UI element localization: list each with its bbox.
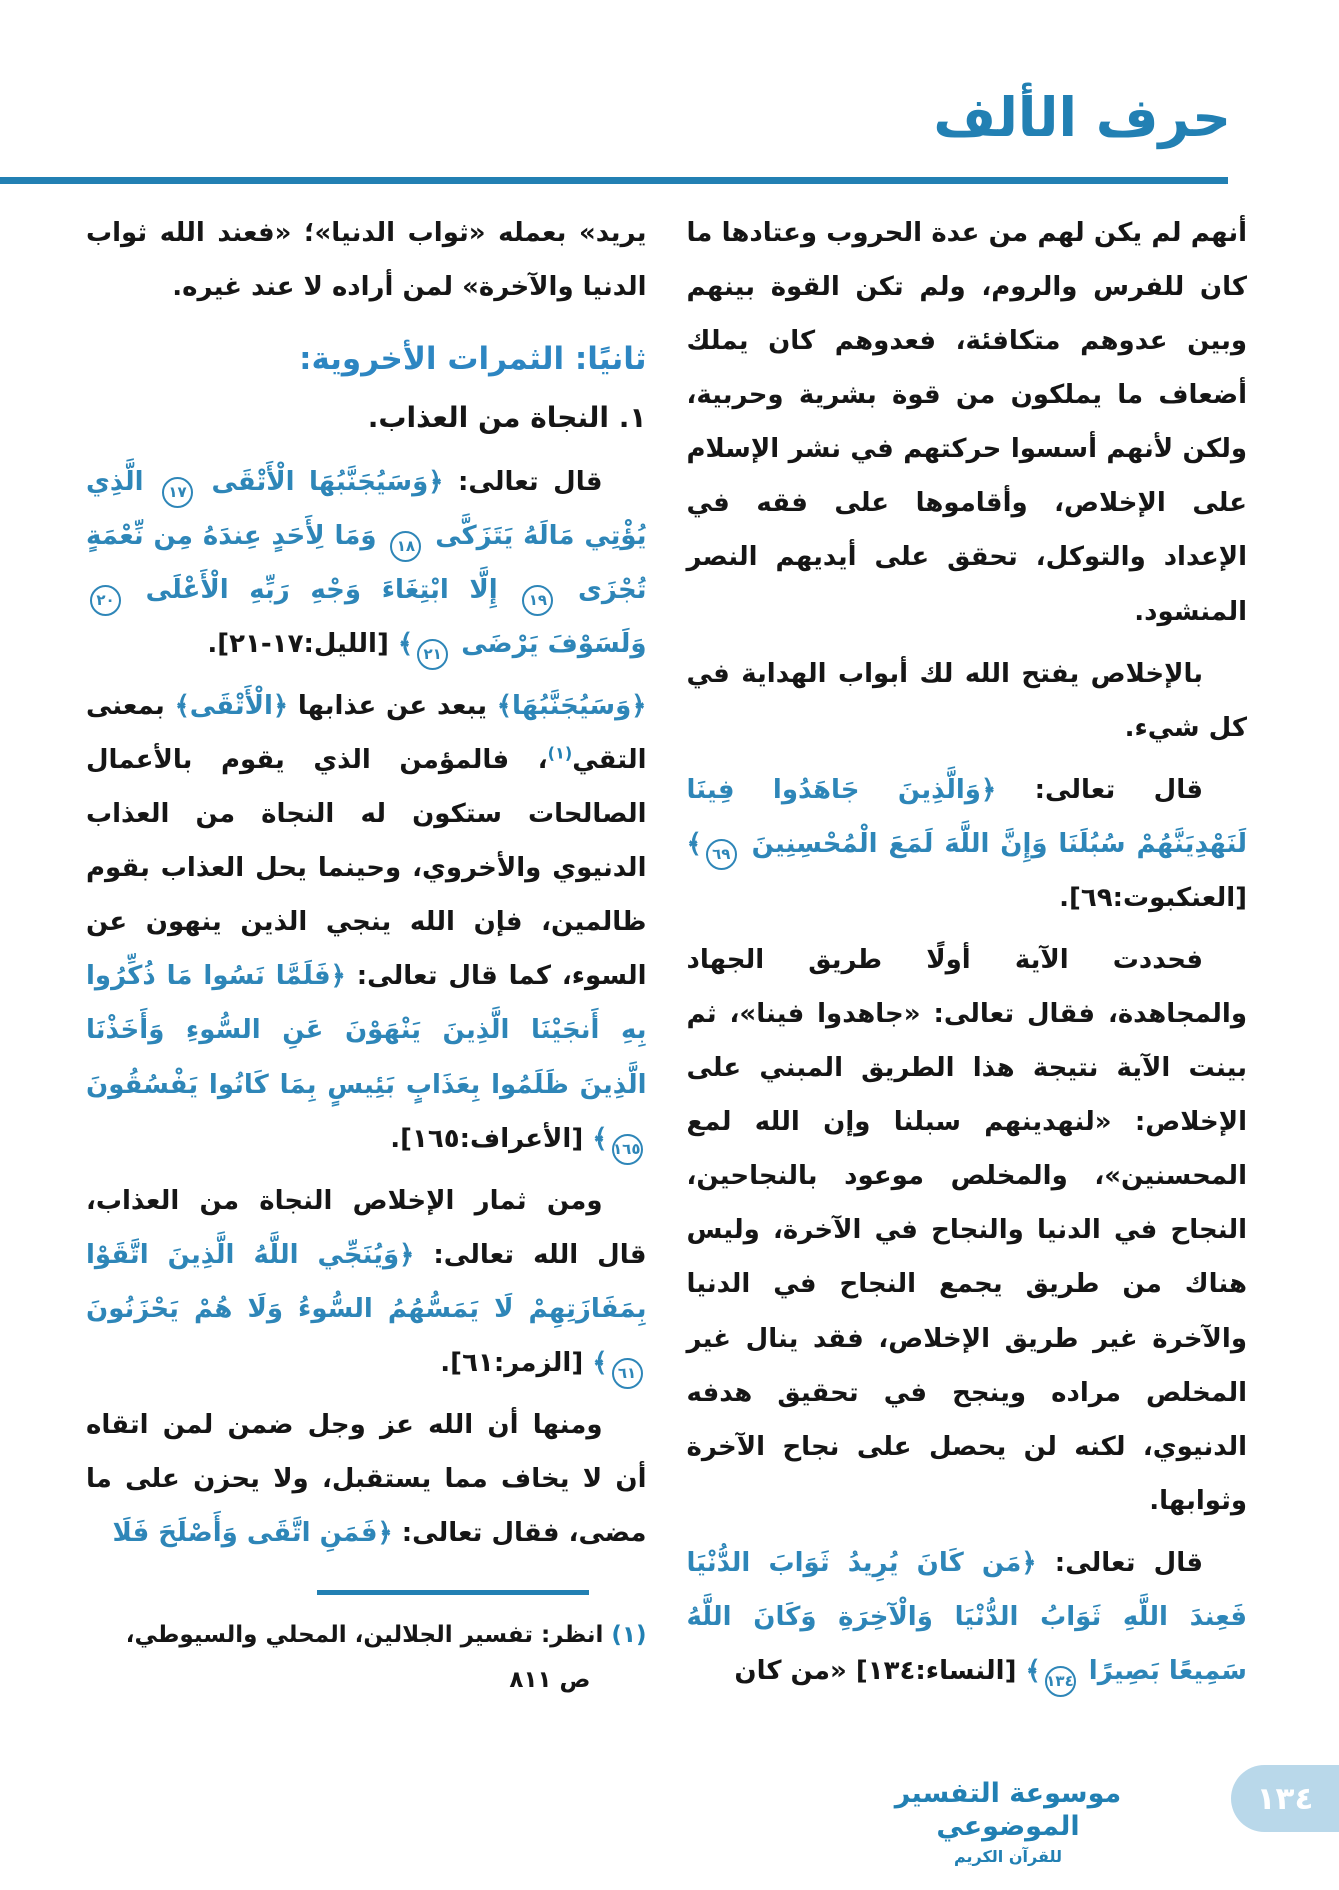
paragraph bbox=[687, 647, 1248, 755]
body-text: [العنكبوت:٦٩]. bbox=[1059, 882, 1247, 913]
paragraph bbox=[687, 933, 1248, 1528]
body-text: [الزمر:٦١]. bbox=[440, 1347, 593, 1378]
body-text: بمعنى التقي bbox=[86, 690, 647, 776]
paragraph bbox=[687, 763, 1248, 925]
paragraph bbox=[86, 206, 647, 314]
body-text: فحددت الآية أولًا طريق الجهاد والمجاهدة، فقال تعالى: «جاهدوا فينا»، ثم بينت الآية نتيجة هذا الطريق المبني على الإخلاص: «لنهدينهم سبلنا وإن الله لمع المحسنين»، والمخلص موعود بالنجاحين، النجاح في الدنيا والنجاح في الآخرة، وليس هناك من طريق يجمع النجاح في الدنيا والآخرة غير طريق الإخلاص، فقد ينال غير المخلص مراده وينجح في تحقيق هدفه الدنيوي، لكنه لن يحصل على نجاح الآخرة وثوابها. bbox=[686, 945, 1247, 1516]
quran-verse: وَلَسَوْفَ يَرْضَى bbox=[452, 628, 647, 659]
ayah-number-marker: ٢١ bbox=[417, 639, 448, 670]
body-text: قال تعالى: bbox=[1036, 1547, 1203, 1578]
paragraph bbox=[687, 206, 1248, 639]
quran-verse: ﴿فَلَمَّا نَسُوا مَا ذُكِّرُوا بِهِ أَنجَيْنَا الَّذِينَ يَنْهَوْنَ عَنِ السُّوءِ وَأَخَذْنَا الَّذِينَ ظَلَمُوا بِعَذَابٍ بَئِيسٍ بِمَا كَانُوا يَفْسُقُونَ bbox=[86, 961, 647, 1100]
footnote-marker: (١) bbox=[611, 1622, 647, 1649]
ayah-number-marker: ١٩ bbox=[522, 585, 553, 616]
numbered-subheading: ١. النجاة من العذاب. bbox=[367, 400, 647, 434]
quran-verse: ﴿فَمَنِ اتَّقَى وَأَصْلَحَ فَلَا bbox=[112, 1518, 393, 1549]
body-text: [الأعراف:١٦٥]. bbox=[390, 1123, 593, 1154]
quran-verse: ﴾ bbox=[686, 828, 702, 859]
footnote-line bbox=[86, 1613, 647, 1658]
body-text: أنهم لم يكن لهم من عدة الحروب وعتادها ما كان للفرس والروم، ولم تكن القوة بينهم وبين عدوهم متكافئة، فعدوهم كان يملك أضعاف ما يملكون من قوة بشرية وحربية، ولكن لأنهم أسسوا حركتهم في نشر الإسلام على الإخلاص، وأقاموها على فقه في الإعداد والتوكل، تحقق على أيديهم النصر المنشود. bbox=[686, 218, 1247, 627]
quran-verse: إِلَّا ابْتِغَاءَ وَجْهِ رَبِّهِ الْأَعْلَى bbox=[125, 574, 519, 605]
footnote-ref: (١) bbox=[547, 743, 573, 763]
body-text: [الليل:١٧-٢١]. bbox=[207, 628, 398, 659]
header-divider-rule bbox=[0, 177, 1228, 184]
quran-verse: وَمَا لِأَحَدٍ عِندَهُ مِن نِّعْمَةٍ تُجْزَى bbox=[86, 520, 647, 605]
footnote-page-ref: ص ٨١١ bbox=[509, 1667, 591, 1694]
quran-verse: ﴿وَسَيُجَنَّبُهَا الْأَتْقَى bbox=[197, 466, 444, 497]
text-columns bbox=[86, 206, 1247, 1706]
body-text: ، فالمؤمن الذي يقوم بالأعمال الصالحات ستكون له النجاة من العذاب الدنيوي والأخروي، وحينما يحل العذاب بقوم ظالمين، فإن الله ينجي الذين ينهون عن السوء، كما قال تعالى: bbox=[86, 745, 647, 992]
page-number: ١٣٤ bbox=[1256, 1780, 1314, 1817]
quran-verse: الَّذِي يُؤْتِي مَالَهُ يَتَزَكَّى bbox=[86, 466, 647, 551]
publisher-logo bbox=[875, 1777, 1141, 1867]
paragraph bbox=[86, 1398, 647, 1560]
quran-verse: ﴿وَسَيُجَنَّبُهَا﴾ bbox=[496, 690, 647, 721]
right-column bbox=[687, 206, 1248, 1706]
chapter-header-title: حرف الألف bbox=[933, 86, 1231, 149]
body-text: ومن ثمار الإخلاص النجاة من العذاب، قال الله تعالى: bbox=[86, 1185, 647, 1270]
footnote-text bbox=[86, 1613, 647, 1703]
ayah-number-marker: ١٣٤ bbox=[1045, 1666, 1076, 1697]
ayah-number-marker: ١٦٥ bbox=[612, 1134, 643, 1165]
quran-verse: ﴿وَيُنَجِّي اللَّهُ الَّذِينَ اتَّقَوْا بِمَفَازَتِهِمْ لَا يَمَسُّهُمُ السُّوءُ وَلَا هُمْ يَحْزَنُونَ bbox=[86, 1239, 647, 1324]
paragraph bbox=[86, 1174, 647, 1390]
ayah-number-marker: ١٨ bbox=[390, 531, 421, 562]
quran-verse: ﴿الْأَتْقَى﴾ bbox=[174, 690, 289, 721]
quran-verse: ﴿مَن كَانَ يُرِيدُ ثَوَابَ الدُّنْيَا فَعِندَ اللَّهِ ثَوَابُ الدُّنْيَا وَالْآخِرَةِ وَكَانَ اللَّهُ سَمِيعًا بَصِيرًا bbox=[686, 1547, 1247, 1687]
body-text: بالإخلاص يفتح الله لك أبواب الهداية في كل شيء. bbox=[686, 658, 1247, 743]
left-column bbox=[86, 206, 647, 1703]
footnote-separator-rule bbox=[317, 1590, 589, 1595]
quran-verse: ﴾ bbox=[397, 628, 414, 659]
publisher-logo-subtitle: للقرآن الكريم bbox=[953, 1847, 1063, 1866]
paragraph bbox=[687, 1536, 1248, 1698]
footnote-reference: انظر: تفسير الجلالين، المحلي والسيوطي، bbox=[125, 1622, 604, 1649]
section-heading: ثانيًا: الثمرات الأخروية: bbox=[299, 341, 647, 378]
body-text: قال تعالى: bbox=[996, 774, 1203, 805]
body-text: يبعد عن عذابها bbox=[288, 690, 497, 721]
quran-verse: ﴾ bbox=[592, 1123, 608, 1154]
footnote-area bbox=[86, 1590, 647, 1703]
right-column-content bbox=[687, 206, 1248, 1698]
page-number-badge bbox=[1231, 1765, 1339, 1832]
ayah-number-marker: ٢٠ bbox=[90, 585, 121, 616]
body-text: [النساء:١٣٤] «من كان bbox=[734, 1656, 1026, 1687]
body-text: قال تعالى: bbox=[443, 466, 603, 497]
quran-verse: ﴾ bbox=[1025, 1656, 1041, 1687]
quran-verse: ﴿وَالَّذِينَ جَاهَدُوا فِينَا لَنَهْدِيَنَّهُمْ سُبُلَنَا وَإِنَّ اللَّهَ لَمَعَ الْمُحْسِنِينَ bbox=[686, 774, 1247, 859]
quran-verse: ﴾ bbox=[592, 1347, 608, 1378]
ayah-number-marker: ١٧ bbox=[162, 477, 193, 508]
paragraph bbox=[86, 679, 647, 1166]
ayah-number-marker: ٦١ bbox=[612, 1358, 643, 1389]
left-column-content bbox=[86, 206, 647, 1560]
body-text: ومنها أن الله عز وجل ضمن لمن اتقاه أن لا يخاف مما يستقبل، ولا يحزن على ما مضى، فقال تعالى: bbox=[86, 1409, 647, 1549]
ayah-number-marker: ٦٩ bbox=[706, 839, 737, 870]
body-text: يريد» بعمله «ثواب الدنيا»؛ «فعند الله ثواب الدنيا والآخرة» لمن أراده لا عند غيره. bbox=[86, 218, 647, 303]
publisher-logo-title: موسوعة التفسير الموضوعي bbox=[894, 1777, 1122, 1843]
paragraph bbox=[86, 455, 647, 671]
